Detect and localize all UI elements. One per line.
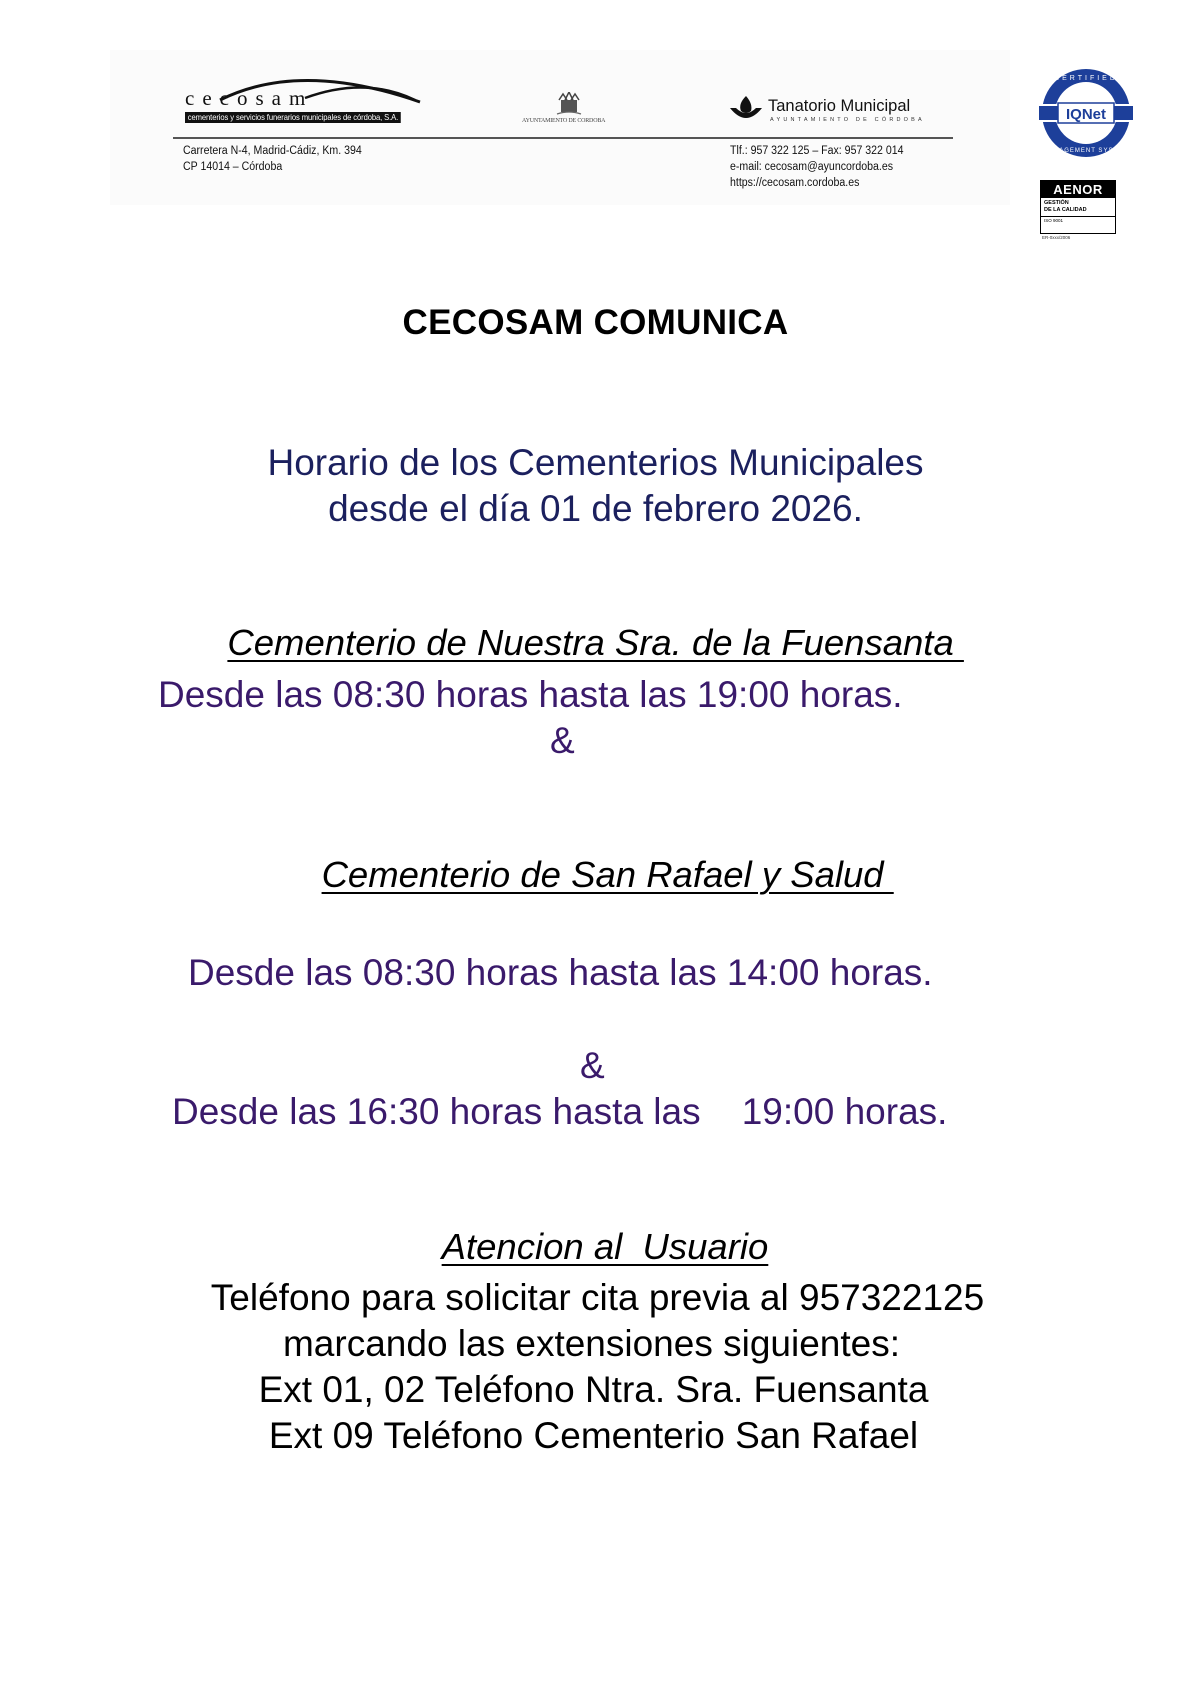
svg-text:MANAGEMENT SYSTEM: MANAGEMENT SYSTEM (1042, 148, 1130, 154)
flame-bowl-icon (728, 94, 764, 126)
address-line-1: Carretera N-4, Madrid-Cádiz, Km. 394 (183, 145, 362, 157)
cemetery-heading-fuensanta (0, 580, 1181, 664)
ayuntamiento-label: AYUNTAMIENTO DE CORDOBA (522, 118, 606, 124)
svg-text:CERTIFIED: CERTIFIED (1054, 75, 1118, 82)
phone-line-2: marcando las extensiones siguientes: (282, 1323, 901, 1364)
ampersand-1: & (550, 720, 575, 761)
aenor-text (1041, 198, 1115, 217)
aenor-code: ER-0xxx/2006 (1042, 235, 1071, 240)
contact-email: e-mail: cecosam@ayuncordoba.es (730, 161, 894, 173)
document-title: CECOSAM COMUNICA (402, 303, 789, 342)
cemetery-heading-san-rafael (2, 812, 1191, 896)
schedule-san-rafael-afternoon: Desde las 16:30 horas hasta las 19:00 horas. (172, 1091, 948, 1132)
subtitle-line-2: desde el día 01 de febrero 2026. (328, 488, 863, 529)
header-divider (173, 137, 953, 139)
aenor-badge (1040, 180, 1116, 234)
user-service-heading (0, 1184, 1191, 1268)
aenor-line-1: GESTIÓN (1044, 200, 1069, 206)
aenor-brand: AENOR (1041, 181, 1115, 198)
cemetery-name-san-rafael: Cementerio de San Rafael y Salud (321, 854, 894, 895)
svg-text:IQNet: IQNet (1065, 106, 1107, 123)
phone-line-4: Ext 09 Teléfono Cementerio San Rafael (268, 1415, 919, 1456)
address-line-2: CP 14014 – Córdoba (183, 161, 283, 173)
tanatorio-title: Tanatorio Municipal (768, 97, 911, 115)
ampersand-2: & (580, 1045, 605, 1086)
cemetery-name-fuensanta: Cementerio de Nuestra Sra. de la Fuensanta (227, 622, 964, 663)
phone-line-1: Teléfono para solicitar cita previa al 957322125 (210, 1277, 985, 1318)
contact-website: https://cecosam.cordoba.es (730, 177, 860, 189)
ayuntamiento-crest-icon (555, 92, 583, 118)
iqnet-certified-badge-icon (1036, 66, 1136, 160)
cecosam-tagline: cementerios y servicios funerarios municipales de córdoba, S.A. (185, 112, 401, 123)
contact-phone-fax: Tlf.: 957 322 125 – Fax: 957 322 014 (730, 145, 904, 157)
aenor-line-2: DE LA CALIDAD (1044, 207, 1087, 213)
schedule-san-rafael-morning: Desde las 08:30 horas hasta las 14:00 horas. (188, 952, 933, 993)
cecosam-wordmark: cecosam (185, 86, 314, 110)
user-service-heading-text: Atencion al Usuario (441, 1226, 769, 1267)
phone-line-3: Ext 01, 02 Teléfono Ntra. Sra. Fuensanta (258, 1369, 929, 1410)
schedule-fuensanta: Desde las 08:30 horas hasta las 19:00 horas. (158, 674, 903, 715)
aenor-line-3: ISO 9001 (1044, 218, 1064, 223)
subtitle-line-1: Horario de los Cementerios Municipales (267, 442, 924, 483)
tanatorio-subtitle: AYUNTAMIENTO DE CÓRDOBA (770, 117, 925, 123)
